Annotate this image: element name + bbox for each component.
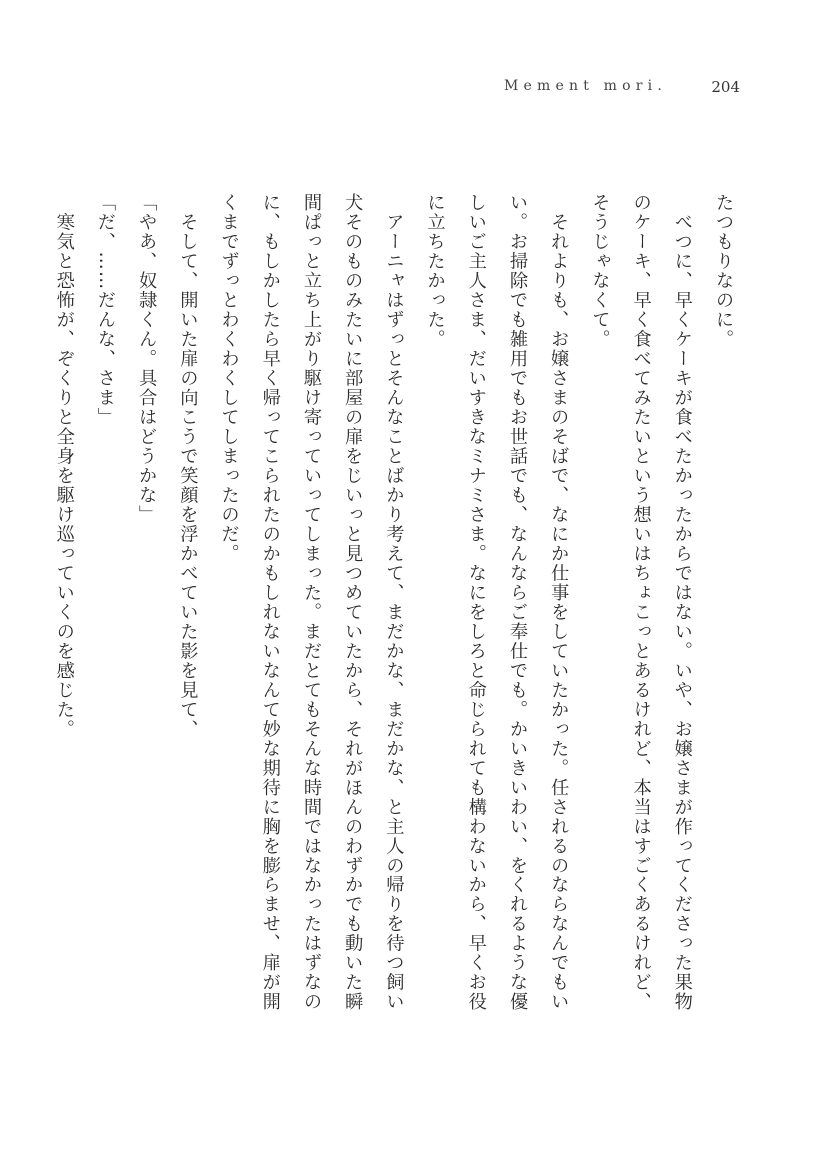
text-line: い。お掃除でも雑用でもお世話でも、なんならご奉仕でも。かいきいわい、をくれるような優 <box>506 193 528 1012</box>
text-line: 寒気と恐怖が、ぞくりと全身を駆け巡っていくのを感じた。 <box>53 193 75 739</box>
vertical-text-body <box>53 193 744 1083</box>
text-line: 間ぱっと立ち上がり駆け寄っていってしまった。まだとてもそんな時間ではなかったはずなの <box>300 193 322 1012</box>
running-header <box>504 78 740 102</box>
page-number: 204 <box>711 78 740 96</box>
text-line: のケーキ、早く食べてみたいという想いはちょこっとあるけれど、本当はすごくあるけれど、 <box>630 193 652 1012</box>
text-line: 犬そのものみたいに部屋の扉をじいっと見つめていたから、それがほんのわずかでも動いた瞬 <box>342 193 364 1012</box>
text-line: に、もしかしたら早く帰ってこられたのかもしれないなんて妙な期待に胸を膨らませ、扉が開 <box>259 193 281 1012</box>
text-line: 「やあ、奴隷くん。具合はどうかな」 <box>136 193 158 525</box>
text-line: くまでずっとわくわくしてしまったのだ。 <box>218 193 240 564</box>
text-line: に立ちたかった。 <box>424 193 446 349</box>
text-line: そして、開いた扉の向こうで笑顔を浮かべていた影を見て、 <box>177 193 199 739</box>
text-line: しいご主人さま、だいすきなミナミさま。なにをしろと命じられても構わないから、早くお役 <box>465 193 487 1012</box>
book-title: Mement mori. <box>504 78 667 94</box>
text-line: 「だ、……だんな、さま」 <box>94 193 116 427</box>
text-line: そうじゃなくて。 <box>589 193 611 349</box>
text-line: それよりも、お嬢さまのそばで、なにか仕事をしていたかった。任されるのならなんでもい <box>548 193 570 1012</box>
text-line: たつもりなのに。 <box>713 193 734 349</box>
text-line: べつに、早くケーキが食べたかったからではない。いや、お嬢さまが作ってくださった果物 <box>671 193 693 1012</box>
text-line: アーニャはずっとそんなことばかり考えて、まだかな、まだかな、と主人の帰りを待つ飼い <box>383 193 405 1012</box>
